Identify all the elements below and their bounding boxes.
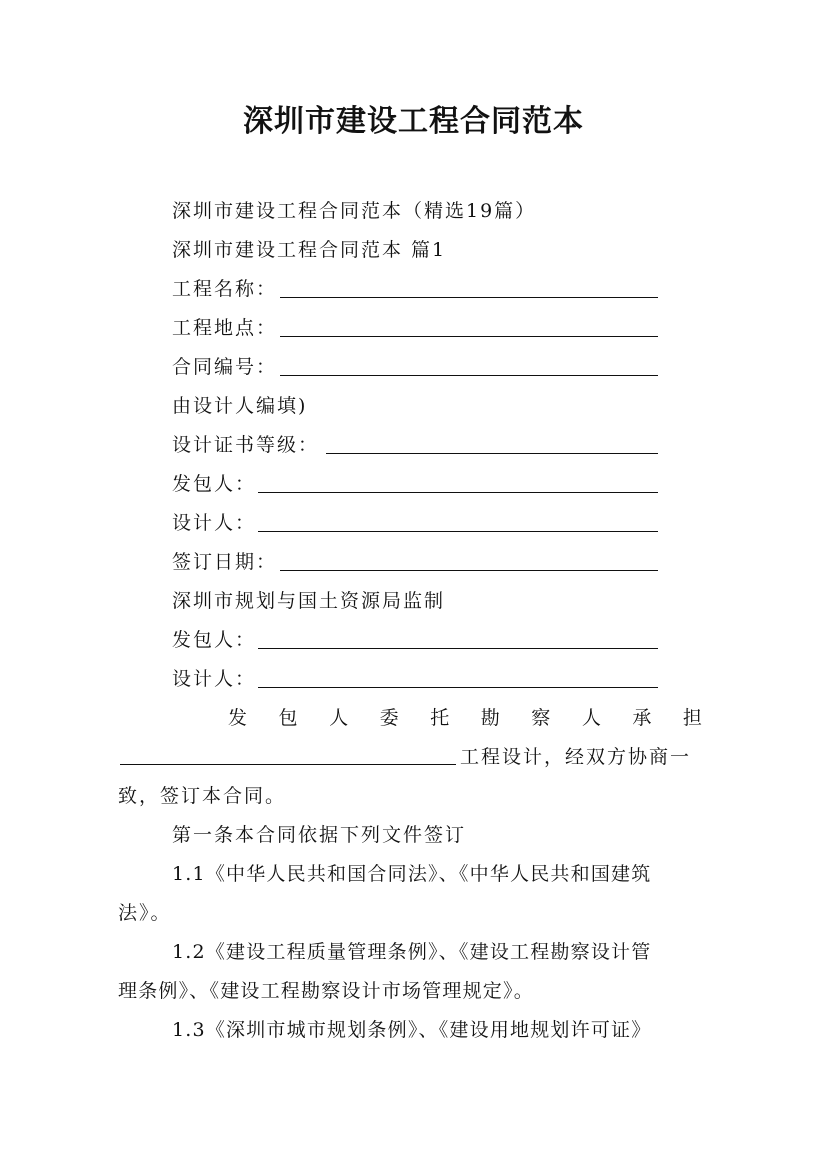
intro-char: 人 [329,707,349,729]
intro-char: 人 [581,707,601,729]
field-blank-project-designation [120,764,456,765]
field-blank-certificate-grade [326,453,658,454]
intro-char: 委 [379,707,399,729]
field-label-project-name: 工程名称： [172,278,278,300]
section-heading: 深圳市建设工程合同范本 篇1 [172,239,447,261]
intro-char: 承 [632,707,652,729]
field-label-signing-date: 签订日期： [172,551,278,573]
intro-line-3: 致，签订本合同。 [118,785,287,807]
field-blank-employer [258,492,658,493]
item-1-1-line-2: 法》。 [118,902,172,924]
document-title: 深圳市建设工程合同范本 [243,104,584,139]
intro-char: 担 [682,707,702,729]
article-1-heading: 第一条本合同依据下列文件签订 [172,824,467,846]
field-blank-employer-2 [258,648,658,649]
item-1-2-line-1: 1.2《建设工程质量管理条例》、《建设工程勘察设计管 [172,941,652,963]
document-subtitle: 深圳市建设工程合同范本（精选19篇） [172,200,537,222]
intro-line-1 [228,705,702,731]
item-1-3-line-1: 1.3《深圳市城市规划条例》、《建设用地规划许可证》 [172,1019,652,1041]
intro-char: 勘 [480,707,500,729]
intro-char: 包 [278,707,298,729]
field-label-certificate-grade: 设计证书等级： [172,434,320,456]
field-label-employer: 发包人： [172,473,257,495]
field-label-project-location: 工程地点： [172,317,278,339]
field-blank-signing-date [280,570,658,571]
field-label-designer-2: 设计人： [172,668,257,690]
field-blank-project-name [280,297,658,298]
field-blank-designer [258,531,658,532]
intro-char: 发 [228,707,248,729]
field-label-contract-number: 合同编号： [172,356,278,378]
field-label-employer-2: 发包人： [172,629,257,651]
field-label-designer: 设计人： [172,512,257,534]
note-text: 由设计人编填) [172,395,308,417]
item-1-2-line-2: 理条例》、《建设工程勘察设计市场管理规定》。 [118,980,534,1002]
intro-line-2: 工程设计，经双方协商一 [460,746,692,768]
authority-text: 深圳市规划与国土资源局监制 [172,590,446,612]
field-blank-contract-number [280,375,658,376]
item-1-1-line-1: 1.1《中华人民共和国合同法》、《中华人民共和国建筑 [172,863,652,885]
field-blank-project-location [280,336,658,337]
field-blank-designer-2 [258,687,658,688]
intro-char: 托 [430,707,450,729]
intro-char: 察 [531,707,551,729]
